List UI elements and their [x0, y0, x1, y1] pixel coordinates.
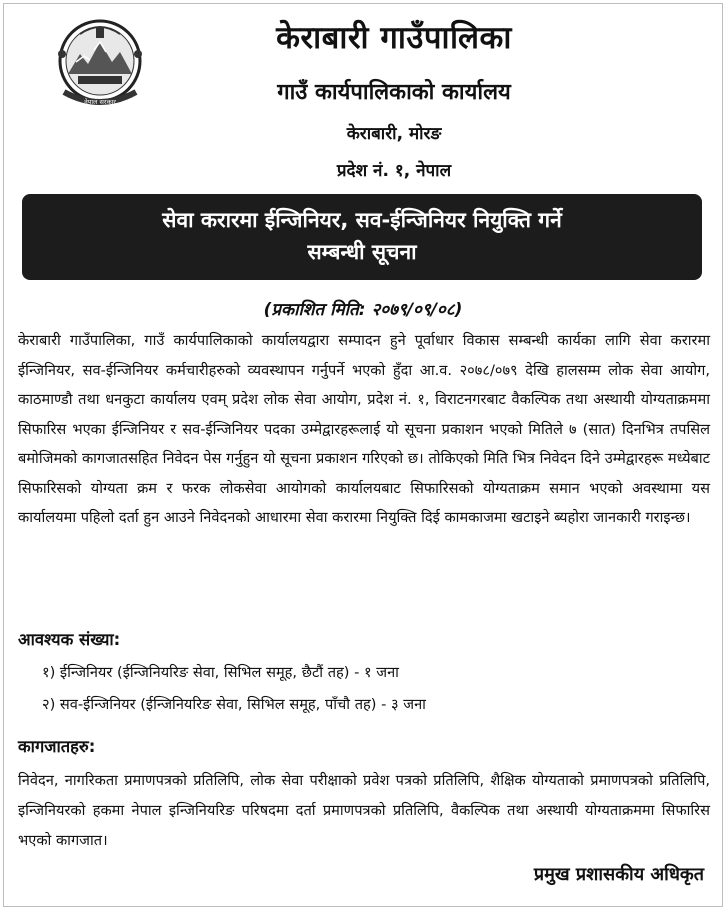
published-date: (प्रकाशित मिति: २०७९/०९/०८) — [263, 300, 463, 320]
notice-page — [3, 3, 723, 907]
list-item: २) सव-ईन्जिनियर (ईन्जिनियरिङ सेवा, सिभिल समूह, पाँचौ तह) - ३ जना — [42, 696, 426, 713]
documents-heading: कागजातहरु: — [18, 737, 96, 756]
office-location: केराबारी, मोरङ — [346, 124, 442, 144]
required-heading: आवश्यक संख्या: — [18, 630, 121, 649]
documents-text: निवेदन, नागरिकता प्रमाणपत्रको प्रतिलिपि, लोक सेवा परीक्षाको प्रवेश पत्रको प्रतिलिपि, शैक्षिक योग्यताको प्रमाणपत्रको प्रतिलिपि, इन्जिनियरको हकमा नेपाल इन्जिनियरिङ परिषदमा दर्ता प्रमाणपत्रको प्रतिलिपि, वैकल्पिक तथा अस्थायी योग्यताक्रममा सिफारिस भएको कागजात। — [18, 772, 710, 849]
notice-body: केराबारी गाउँपालिका, गाउँ कार्यपालिकाको कार्यालयद्वारा सम्पादन हुने पूर्वाधार विकास सम्बन्धी कार्यका लागि सेवा करारमा ईन्जिनियर, सव-ईन्जिनियर कर्मचारीहरुको व्यवस्थापन गर्नुपर्ने भएको हुँदा आ.व. २०७८/०७९ देखि हालसम्म लोक सेवा आयोग, काठमाण्डौ तथा धनकुटा कार्यालय एवम् प्रदेश लोक सेवा आयोग, प्रदेश नं. १, विराटनगरबाट वैकल्पिक तथा अस्थायी योग्यताक्रममा सिफारिस भएका ईन्जिनियर र सव-ईन्जिनियर पदका उम्मेद्वारहरूलाई यो सूचना प्रकाशन भएको मितिले ७ (सात) दिनभित्र तपसिल बमोजिमको कागजातसहित निवेदन पेस गर्नुहुन यो सूचना प्रकाशन गरिएको छ। तोकिएको मिति भित्र निवेदन दिने उम्मेद्वारहरू मध्येबाट सिफारिसको योग्यता क्रम र फरक लोकसेवा आयोगको कार्यालयबाट सिफारिसको योग्यताक्रम समान भएको अवस्थामा यस कार्यालयमा पहिलो दर्ता हुन आउने निवेदनको आधारमा सेवा करारमा नियुक्ति दिई कामकाजमा खटाइने ब्यहोरा जानकारी गराइन्छ। — [18, 332, 710, 526]
office-name: गाउँ कार्यपालिकाको कार्यालय — [277, 80, 511, 105]
list-item: १) ईन्जिनियर (ईन्जिनियरिङ सेवा, सिभिल समूह, छैटौं तह) - १ जना — [42, 664, 399, 681]
notice-title-line2: सम्बन्धी सूचना — [307, 240, 417, 264]
signature: प्रमुख प्रशासकीय अधिकृत — [533, 864, 704, 885]
required-list — [42, 657, 702, 721]
office-province: प्रदेश नं. १, नेपाल — [336, 161, 452, 181]
notice-title-banner — [22, 194, 702, 280]
emblem-ribbon-text: नेपाल सरकार — [84, 98, 116, 106]
org-name: केराबारी गाउँपालिका — [276, 20, 512, 56]
nepal-emblem-icon — [50, 14, 150, 112]
notice-title-line1: सेवा करारमा ईन्जिनियर, सव-ईन्जिनियर नियुक्ति गर्ने — [162, 208, 562, 232]
